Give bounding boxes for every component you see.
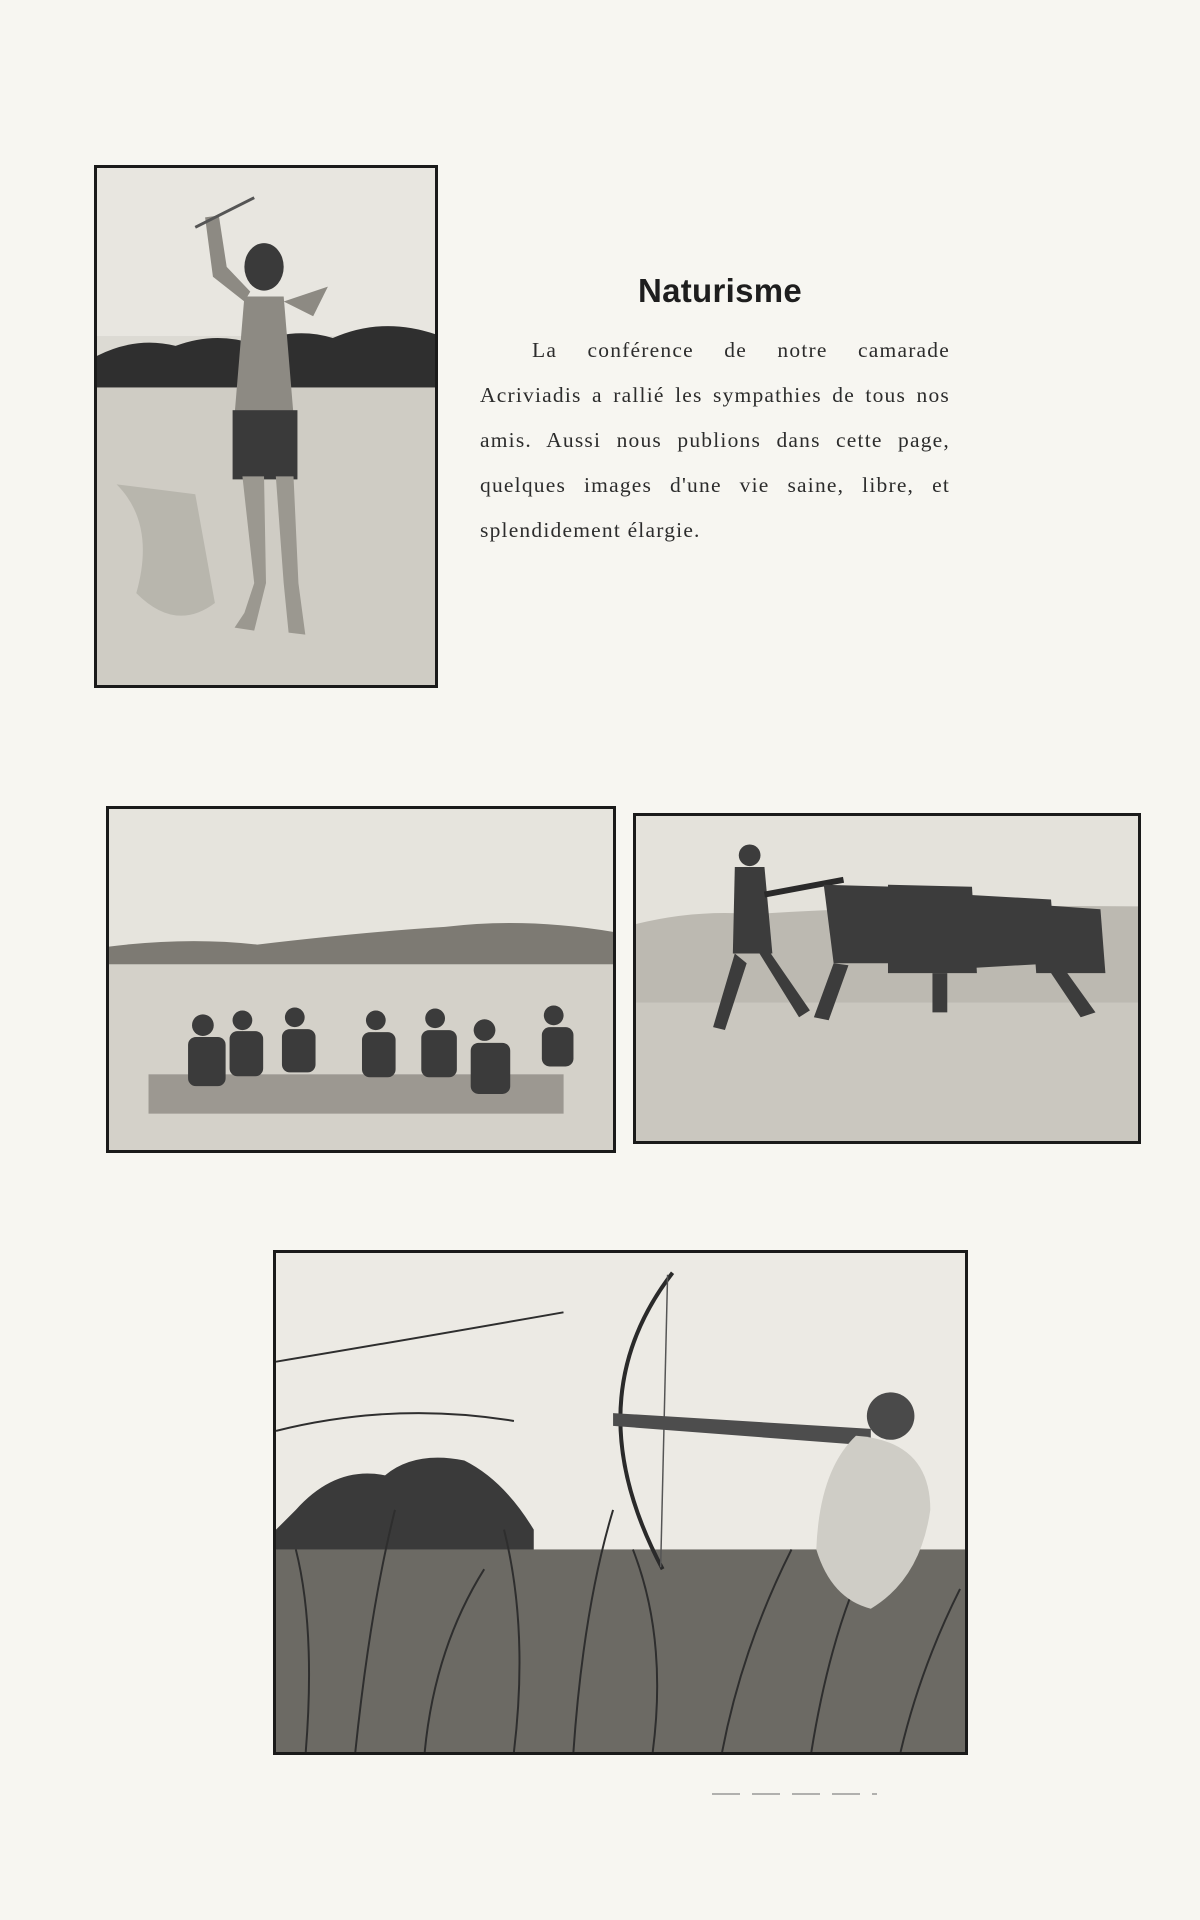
photo-tug-of-war-image [636, 816, 1138, 1141]
photo-standing-man [94, 165, 438, 688]
page-divider [712, 1793, 877, 1795]
photo-archer-image [276, 1253, 965, 1752]
photo-standing-man-image [97, 168, 435, 685]
photo-tug-of-war [633, 813, 1141, 1144]
article-title: Naturisme [637, 272, 803, 309]
photo-group-seated [106, 806, 616, 1153]
photo-group-seated-image [109, 809, 613, 1150]
article-body: La conférence de notre camarade Acriviadis a rallié les sympathies de tous nos amis. Aussi nous publions dans cette page, quelques images d'une vie saine, libre, et splendidement élargie. [480, 338, 950, 542]
photo-archer [273, 1250, 968, 1755]
